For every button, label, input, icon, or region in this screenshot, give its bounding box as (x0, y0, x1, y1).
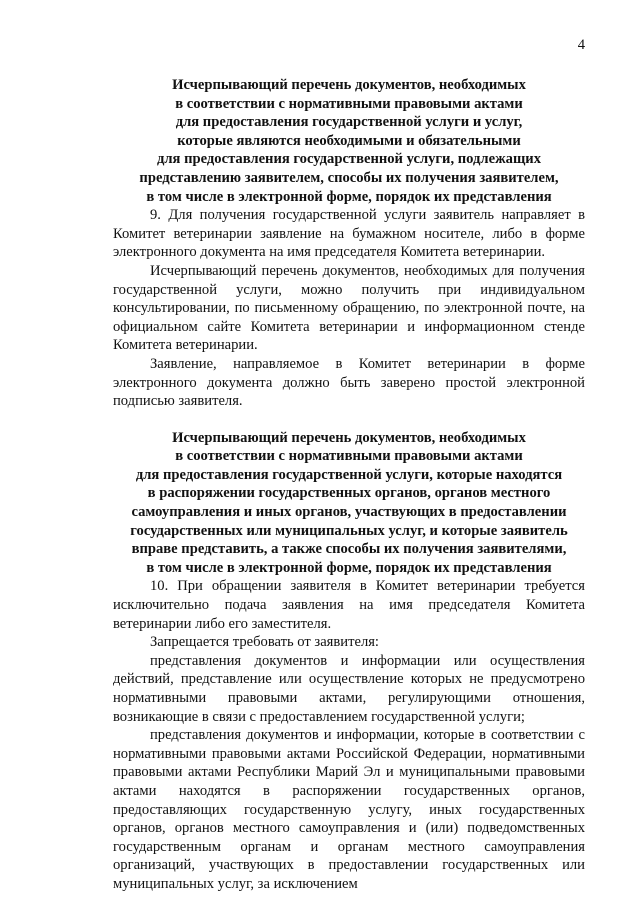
heading-line: государственных или муниципальных услуг, и которые заявитель (130, 522, 568, 539)
heading-line: вправе представить, а также способы их получения заявителями, (131, 541, 567, 558)
heading-line: в соответствии с нормативными правовыми актами (175, 448, 523, 465)
heading-line: в соответствии с нормативными правовыми актами (175, 95, 523, 112)
paragraph-document-list-info: Исчерпывающий перечень документов, необходимых для получения государственной услуги, можно получить при индивидуальном консультировании, по письменному обращению, по электронной почте, на официальном сайте Комитета ветеринарии и информационном стенде Комитета ветеринарии. (113, 262, 585, 354)
paragraph-prohibition-documents: представления документов и информации, которые в соответствии с нормативными правовыми актами Российской Федерации, нормативными правовыми актами Республики Марий Эл и муниципальными правовыми актами находятся в распоряжении государственных органов, предоставляющих государственную услугу, иных государственных органов, органов местного самоуправления и (или) подведомственных государственным органам и органам местного самоуправления организаций, участвующих в предоставлении государственных или муниципальных услуг, за исключением (113, 727, 585, 892)
heading-line: Исчерпывающий перечень документов, необходимых (172, 429, 526, 446)
heading-line: в том числе в электронной форме, порядок их представления (146, 559, 552, 576)
paragraph-item-9: 9. Для получения государственной услуги заявитель направляет в Комитет ветеринарии заявление на бумажном носителе, либо в форме электронного документа на имя председателя Комитета ветеринарии. (113, 207, 585, 261)
page-number: 4 (577, 37, 585, 53)
heading-line: самоуправления и иных органов, участвующих в предоставлении (131, 504, 567, 521)
section-spacer (113, 411, 585, 429)
paragraph-electronic-signature: Заявление, направляемое в Комитет ветеринарии в форме электронного документа должно быть заверено простой электронной подписью заявителя. (113, 355, 585, 410)
paragraph-prohibition-intro: Запрещается требовать от заявителя: (150, 634, 379, 651)
paragraph-prohibition-actions: представления документов и информации или осуществления действий, представление или осуществление которых не предусмотрено нормативными правовыми актами, регулирующими отношения, возникающие в связи с предоставлением государственной услуги; (113, 652, 585, 725)
heading-line: которые являются необходимыми и обязательными (177, 132, 521, 149)
section-1-heading (113, 76, 585, 206)
heading-line: в распоряжении государственных органов, органов местного (147, 485, 551, 502)
heading-line: для предоставления государственной услуги, подлежащих (156, 151, 541, 168)
section-2-heading (113, 429, 585, 578)
heading-line: представлению заявителем, способы их получения заявителем, (139, 169, 559, 186)
heading-line: для предоставления государственной услуги и услуг, (175, 114, 523, 131)
heading-line: в том числе в электронной форме, порядок их представления (146, 188, 552, 205)
heading-line: Исчерпывающий перечень документов, необходимых (172, 77, 526, 93)
paragraph-item-10: 10. При обращении заявителя в Комитет ветеринарии требуется исключительно подача заявления на имя председателя Комитета ветеринарии либо его заместителя. (113, 578, 585, 632)
heading-line: для предоставления государственной услуги, которые находятся (135, 466, 563, 483)
